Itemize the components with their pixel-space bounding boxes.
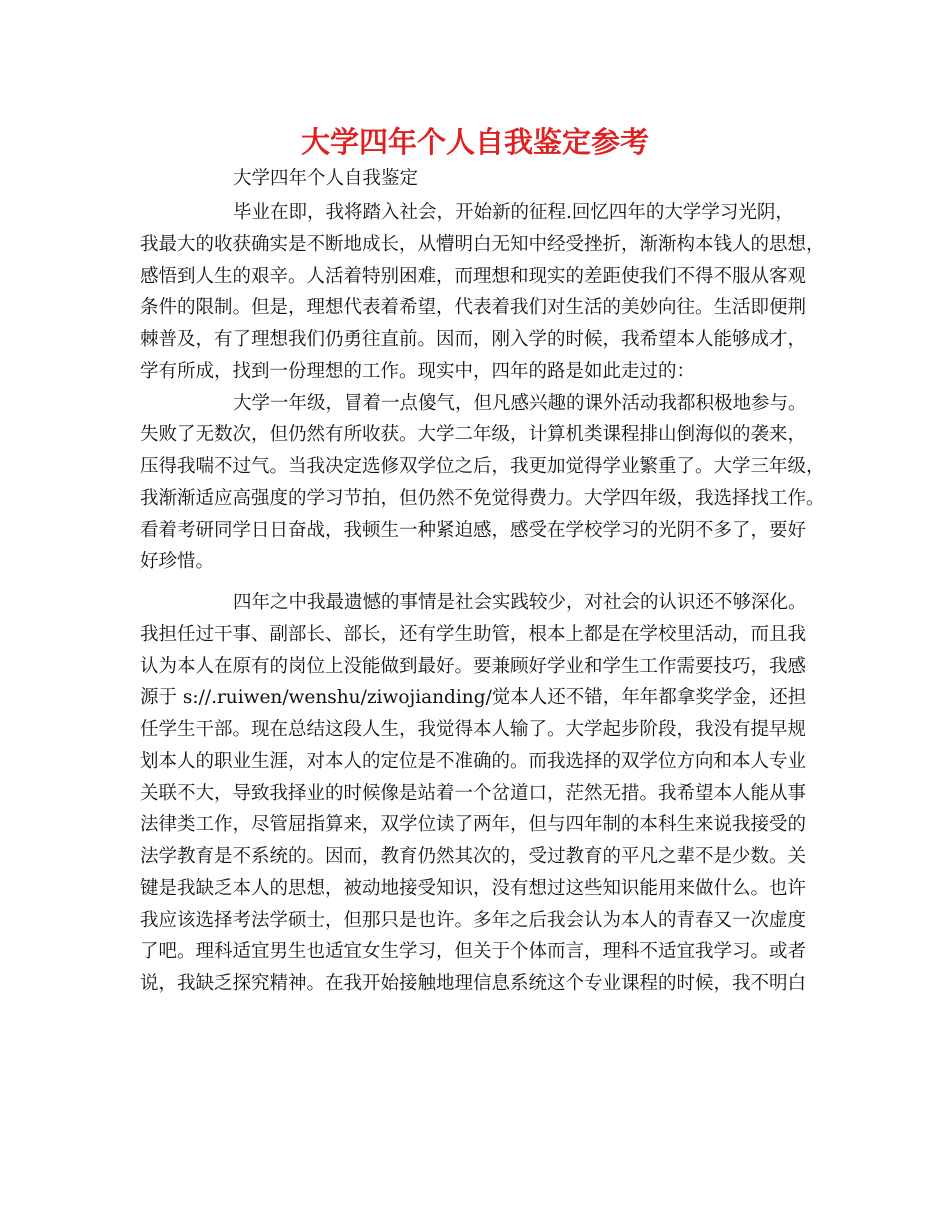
- paragraph-2: [140, 388, 830, 579]
- text-line: 认为本人在原有的岗位上没能做到最好。要兼顾好学业和学生工作需要技巧，我感: [140, 655, 807, 677]
- text-line: 毕业在即，我将踏入社会，开始新的征程.回忆四年的大学学习光阴，: [233, 202, 794, 223]
- text-line: 划本人的职业生涯，对本人的定位是不准确的。而我选择的双学位方向和本人专业: [140, 750, 807, 772]
- text-line: 条件的限制。但是，理想代表着希望，代表着我们对生活的美妙向往。生活即便荆: [140, 297, 807, 319]
- document-title: 大学四年个人自我鉴定参考: [300, 125, 649, 159]
- text-line: 源于 s://.ruiwen/wenshu/ziwojianding/觉本人还不错，年年都拿奖学金，还担: [140, 687, 807, 709]
- text-line: 学有所成，找到一份理想的工作。现实中，四年的路是如此走过的：: [140, 360, 696, 382]
- text-line: 说，我缺乏探究精神。在我开始接触地理信息系统这个专业课程的时候，我不明白: [140, 973, 807, 994]
- document-body: [140, 197, 830, 1000]
- text-line: 压得我喘不过气。当我决定选修双学位之后，我更加觉得学业繁重了。大学三年级，: [140, 456, 825, 477]
- text-line: 好珍惜。: [140, 551, 215, 573]
- paragraph-1: [140, 197, 830, 388]
- text-line: 关联不大，导致我择业的时候像是站着一个岔道口，茫然无措。我希望本人能从事: [140, 782, 807, 804]
- text-line: 法学教育是不系统的。因而，教育仍然其次的，受过教育的平凡之辈不是少数。关: [140, 846, 807, 867]
- text-line: 我最大的收获确实是不断地成长，从懵明白无知中经受挫折，渐渐构本钱人的思想，: [140, 233, 825, 255]
- text-line: 看着考研同学日日奋战，我顿生一种紧迫感，感受在学校学习的光阴不多了，要好: [140, 519, 807, 541]
- paragraph-3: [140, 587, 830, 1000]
- document-subtitle: 大学四年个人自我鉴定: [233, 168, 419, 189]
- text-line: 了吧。理科适宜男生也适宜女生学习，但关于个体而言，理科不适宜我学习。或者: [140, 941, 807, 963]
- text-line: 四年之中我最遗憾的事情是社会实践较少，对社会的认识还不够深化。: [233, 592, 807, 613]
- text-line: 感悟到人生的艰辛。人活着特别困难，而理想和现实的差距使我们不得不服从客观: [140, 265, 807, 287]
- text-line: 法律类工作，尽管屈指算来，双学位读了两年，但与四年制的本科生来说我接受的: [140, 814, 807, 836]
- text-line: 棘普及，有了理想我们仍勇往直前。因而，刚入学的时候，我希望本人能够成才，: [140, 329, 807, 350]
- text-line: 我担任过干事、副部长、部长，还有学生助管，根本上都是在学校里活动，而且我: [140, 623, 807, 645]
- text-line: 键是我缺乏本人的思想，被动地接受知识，没有想过这些知识能用来做什么。也许: [140, 877, 807, 899]
- text-line: 我渐渐适应高强度的学习节拍，但仍然不免觉得费力。大学四年级，我选择找工作。: [140, 487, 825, 509]
- text-line: 大学一年级，冒着一点傻气，但凡感兴趣的课外活动我都积极地参与。: [233, 392, 807, 414]
- text-line: 任学生干部。现在总结这段人生，我觉得本人输了。大学起步阶段，我没有提早规: [140, 719, 807, 740]
- text-line: 我应该选择考法学硕士，但那只是也许。多年之后我会认为本人的青春又一次虚度: [140, 909, 807, 931]
- text-line: 失败了无数次，但仍然有所收获。大学二年级，计算机类课程排山倒海似的袭来，: [140, 424, 807, 446]
